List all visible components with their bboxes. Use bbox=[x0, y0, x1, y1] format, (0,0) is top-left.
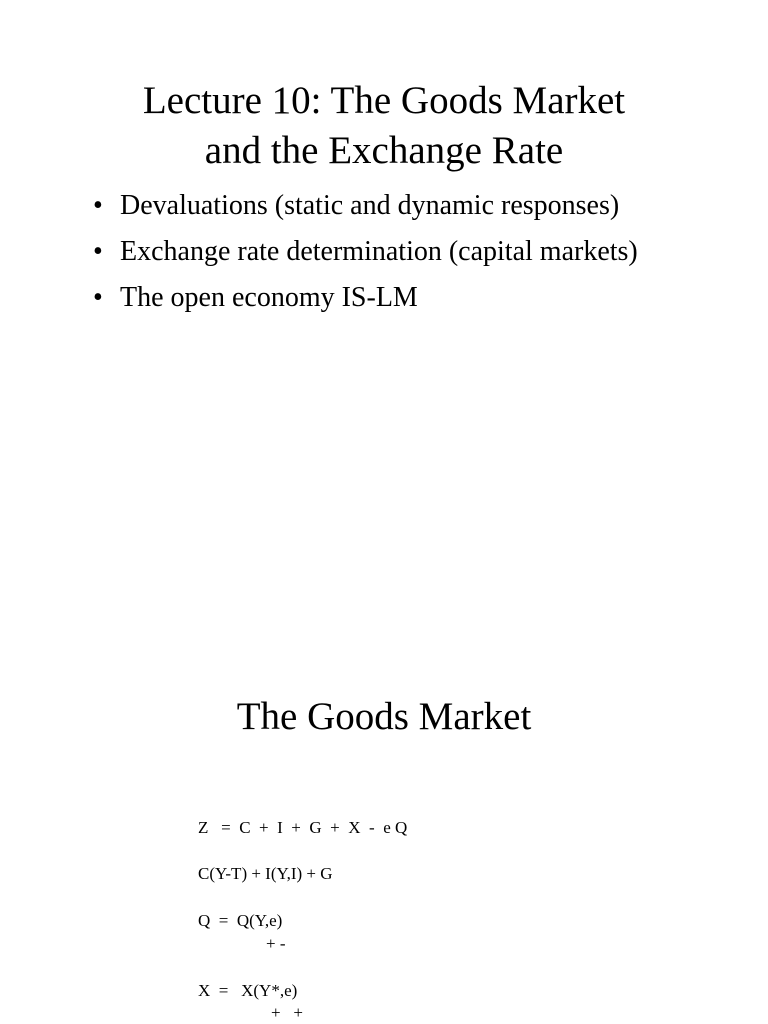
equation-domestic-demand: C(Y-T) + I(Y,I) + G bbox=[198, 864, 333, 883]
bullet-dot: • bbox=[93, 190, 103, 221]
slide-title bbox=[0, 76, 768, 176]
imports-signs: + - bbox=[266, 934, 286, 953]
bullet-list bbox=[93, 188, 653, 326]
equation-imports: Q = Q(Y,e) bbox=[198, 911, 283, 930]
bullet-dot: • bbox=[93, 236, 103, 267]
equation-exports: X = X(Y*,e) bbox=[198, 981, 298, 1000]
slide-title-line-1: Lecture 10: The Goods Market bbox=[142, 79, 626, 122]
exports-signs: + + bbox=[271, 1003, 303, 1022]
bullet-item bbox=[93, 188, 653, 223]
equation-demand: Z = C + I + G + X - e Q bbox=[198, 818, 408, 837]
bullet-text: Exchange rate determination (capital markets) bbox=[120, 236, 638, 267]
section-title: The Goods Market bbox=[236, 695, 532, 738]
slide-title-line-2: and the Exchange Rate bbox=[204, 129, 564, 172]
bullet-dot: • bbox=[93, 282, 103, 313]
bullet-text: The open economy IS-LM bbox=[120, 282, 418, 313]
bullet-text: Devaluations (static and dynamic responses) bbox=[120, 190, 620, 221]
bullet-item bbox=[93, 234, 653, 269]
bullet-item bbox=[93, 280, 653, 315]
